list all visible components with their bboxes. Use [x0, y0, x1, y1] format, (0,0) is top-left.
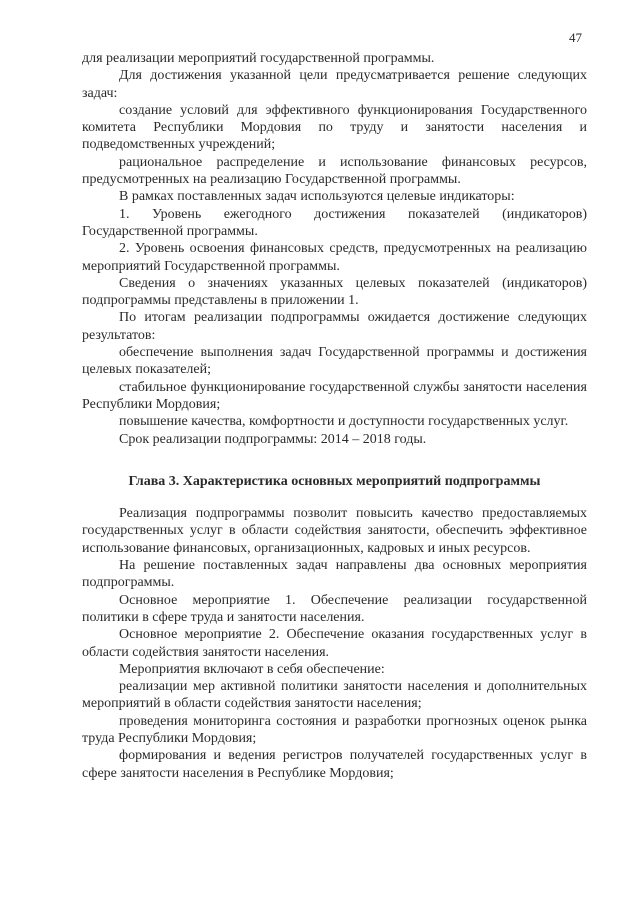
page-number: 47 — [569, 30, 582, 45]
document-body — [82, 50, 587, 782]
paragraph: Основное мероприятие 2. Обеспечение оказания государственных услуг в области содействия занятости населения. — [82, 627, 587, 660]
paragraph: реализации мер активной политики занятости населения и дополнительных мероприятий в области содействия занятости населения; — [82, 679, 587, 712]
paragraph: Сведения о значениях указанных целевых показателей (индикаторов) подпрограммы представлены в приложении 1. — [82, 275, 587, 309]
paragraph: В рамках поставленных задач используются целевые индикаторы: — [119, 189, 515, 205]
paragraph: стабильное функционирование государственной службы занятости населения Республики Мордовия; — [82, 379, 587, 412]
paragraphs-before-heading — [82, 50, 587, 448]
paragraph: 2. Уровень освоения финансовых средств, предусмотренных на реализацию мероприятий Государственной программы. — [82, 241, 587, 274]
paragraph: для реализации мероприятий государственной программы. — [82, 51, 435, 66]
paragraph: 1. Уровень ежегодного достижения показателей (индикаторов) Государственной программы. — [82, 206, 587, 239]
paragraph: проведения мониторинга состояния и разработки прогнозных оценок рынка труда Республики Мордовия; — [82, 713, 587, 746]
paragraph: Основное мероприятие 1. Обеспечение реализации государственной политики в сфере труда и занятости населения. — [82, 592, 587, 625]
paragraph: повышение качества, комфортности и доступности государственных услуг. — [119, 414, 569, 430]
chapter-heading: Глава 3. Характеристика основных мероприятий подпрограммы — [128, 473, 541, 489]
paragraphs-after-heading — [82, 505, 587, 782]
paragraph: Для достижения указанной цели предусматривается решение следующих задач: — [82, 68, 587, 101]
paragraph: обеспечение выполнения задач Государственной программы и достижения целевых показателей; — [82, 345, 587, 378]
paragraph: создание условий для эффективного функционирования Государственного комитета Республики Мордовия по труду и занятости населения и подведомственных учреждений; — [82, 102, 587, 153]
paragraph: рациональное распределение и использование финансовых ресурсов, предусмотренных на реализацию Государственной программы. — [82, 154, 587, 188]
paragraph: На решение поставленных задач направлены два основных мероприятия подпрограммы. — [82, 558, 587, 591]
paragraph: Мероприятия включают в себя обеспечение: — [119, 661, 385, 677]
paragraph: Реализация подпрограммы позволит повысить качество предоставляемых государственных услуг в области содействия занятости, обеспечить эффективное использование финансовых, организационных, кадровых и иных ресурсов. — [82, 506, 587, 556]
paragraph: Срок реализации подпрограммы: 2014 – 2018 годы. — [119, 431, 427, 447]
paragraph: По итогам реализации подпрограммы ожидается достижение следующих результатов: — [82, 310, 587, 343]
paragraph: формирования и ведения регистров получателей государственных услуг в сфере занятости населения в Республике Мордовия; — [82, 748, 587, 781]
